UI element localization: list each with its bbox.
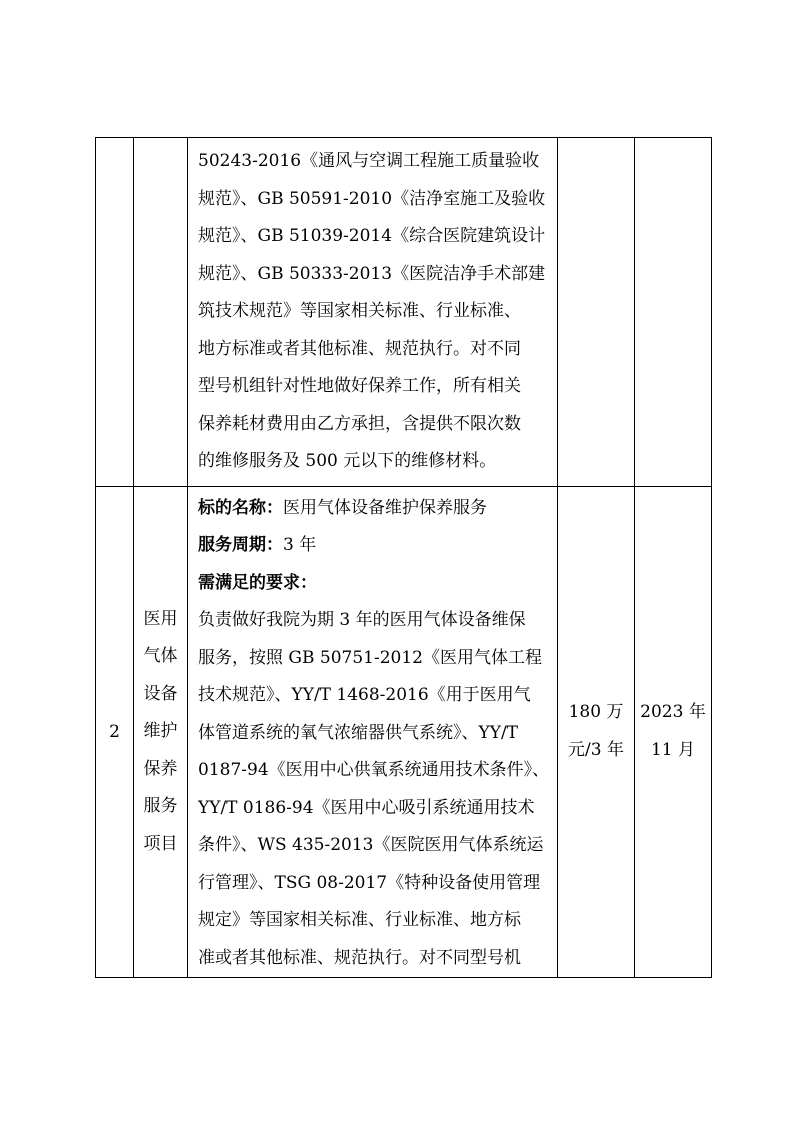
bid-name-label: 标的名称：: [198, 497, 283, 518]
budget-cell: [558, 138, 635, 487]
bid-name-value: 医用气体设备维护保养服务: [283, 497, 487, 518]
requirement-line: 规范》、GB 50333-2013《医院洁净手术部建: [198, 263, 546, 284]
budget-line: 元/3 年: [568, 739, 624, 760]
requirement-line: 50243-2016《通风与空调工程施工质量验收: [198, 151, 540, 171]
project-name-line: 维护: [143, 721, 178, 741]
requirement-line: 服务，按照 GB 50751-2012《医用气体工程: [198, 647, 542, 668]
project-name-line: 设备: [143, 683, 178, 704]
project-name-line: 医用: [143, 608, 178, 629]
project-name-line: 服务: [143, 796, 178, 816]
requirement-line: 型号机组针对性地做好保养工作，所有相关: [198, 376, 521, 396]
date-cell: [635, 138, 712, 487]
requirement-line: 的维修服务及 500 元以下的维修材料。: [198, 451, 497, 471]
project-name-line: 项目: [143, 833, 178, 854]
table-row: [96, 486, 712, 978]
requirement-line: 准或者其他标准、规范执行。对不同型号机: [198, 947, 521, 968]
requirement-line: 技术规范》、YY/T 1468-2016《用于医用气: [198, 685, 531, 705]
bid-name-line: [198, 490, 553, 528]
index-cell: [96, 138, 134, 487]
period-value: 3 年: [283, 535, 317, 555]
requirement-line: 规范》、GB 50591-2010《洁净室施工及验收: [198, 188, 546, 209]
requirement-line: 行管理》、TSG 08-2017《特种设备使用管理: [198, 872, 541, 893]
project-name-cell: [134, 138, 188, 487]
date-line: 2023 年: [640, 702, 706, 723]
table-row: [96, 138, 712, 487]
budget-line: 180 万: [568, 702, 624, 723]
requirement-line: 0187-94《医用中心供氧系统通用技术条件》、: [198, 760, 550, 780]
date-line: 11 月: [650, 739, 696, 760]
project-name-cell: [134, 486, 188, 978]
requirements-cell: [188, 138, 558, 487]
requirement-line: 地方标准或者其他标准、规范执行。对不同: [198, 338, 521, 359]
budget-cell: [558, 486, 635, 978]
date-cell: [635, 486, 712, 978]
requirement-line: YY/T 0186-94《医用中心吸引系统通用技术: [198, 797, 535, 818]
requirement-line: 规定》等国家相关标准、行业标准、地方标: [198, 910, 521, 930]
project-name-line: 保养: [143, 758, 178, 779]
requirement-line: 保养耗材费用由乙方承担，含提供不限次数: [198, 413, 521, 434]
project-name-line: 气体: [143, 646, 178, 666]
index-cell: 2: [96, 486, 134, 978]
period-line: [198, 527, 553, 565]
requirement-line: 条件》、WS 435-2013《医院医用气体系统运: [198, 835, 544, 855]
requirement-line: 体管道系统的氧气浓缩器供气系统》、YY/T: [198, 722, 519, 743]
requirement-line: 规范》、GB 51039-2014《综合医院建筑设计: [198, 226, 546, 246]
requirements-label: 需满足的要求：: [198, 572, 317, 593]
requirements-cell: [188, 486, 558, 978]
period-label: 服务周期：: [198, 535, 283, 555]
requirement-line: 筑技术规范》等国家相关标准、行业标准、: [198, 301, 521, 321]
requirement-line: 负责做好我院为期 3 年的医用气体设备维保: [198, 610, 526, 630]
service-table: [95, 137, 712, 978]
